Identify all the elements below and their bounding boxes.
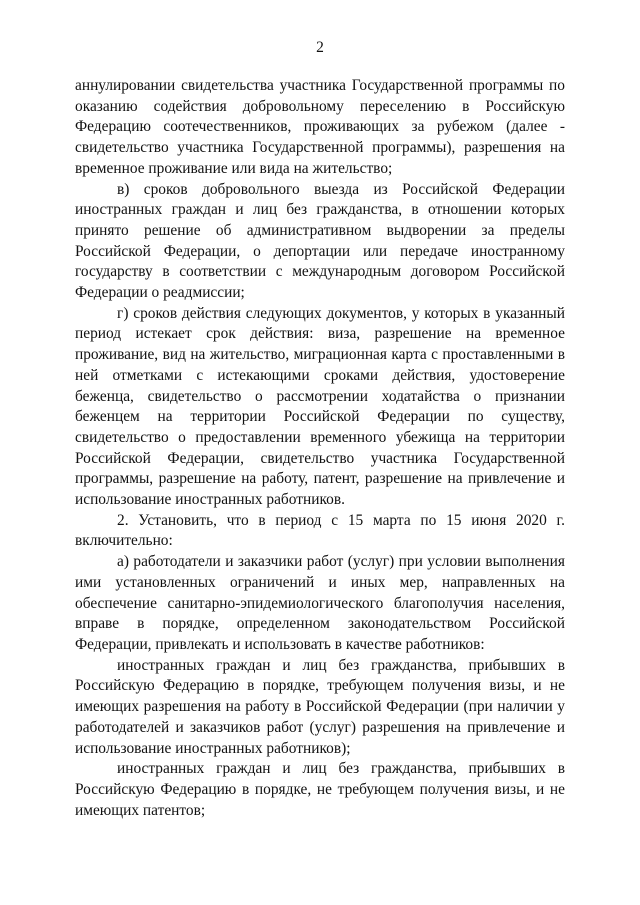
paragraph-visa-workers: иностранных граждан и лиц без гражданства, прибывших в Российскую Федерацию в порядке, требующем получения визы, и не имеющих разрешения на работу в Российской Федерации (при наличии у работодателей и заказчиков работ (услуг) разрешения на привлечение и использование иностранных работников); [75,656,565,757]
page-number: 2 [316,39,324,56]
paragraph-item-v: в) сроков добровольного выезда из Российской Федерации иностранных граждан и лиц без гражданства, в отношении которых принято решение об административном выдворении за пределы Российской Федерации, о депортации или передаче иностранному государству в соответствии с международным договором Российской Федерации о реадмиссии; [75,180,565,302]
paragraph-continuation: аннулировании свидетельства участника Государственной программы по оказанию содействия добровольному переселению в Российскую Федерацию соотечественников, проживающих за рубежом (далее - свидетельство участника Государственной программы), разрешения на временное проживание или вида на жительство; [75,77,565,177]
paragraph-clause-2: 2. Установить, что в период с 15 марта по 15 июня 2020 г. включительно: [75,511,565,550]
document-body [75,76,565,821]
paragraph-item-a: а) работодатели и заказчики работ (услуг) при условии выполнения ими установленных ограничений и иных мер, направленных на обеспечение санитарно-эпидемиологического благополучия населения, вправе в порядке, определенном законодательством Российской Федерации, привлекать и использовать в качестве работников: [75,553,565,653]
paragraph-item-g: г) сроков действия следующих документов, у которых в указанный период истекает срок действия: виза, разрешение на временное проживание, вид на жительство, миграционная карта с проставленными в ней отметками с истекающими сроками действия, удостоверение беженца, свидетельство о рассмотрении ходатайства о признании беженцем на территории Российской Федерации по существу, свидетельство о предоставлении временного убежища на территории Российской Федерации, свидетельство участника Государственной программы, разрешение на работу, патент, разрешение на привлечение и использование иностранных работников. [75,304,565,509]
paragraph-visa-free-workers: иностранных граждан и лиц без гражданства, прибывших в Российскую Федерацию в порядке, не требующем получения визы, и не имеющих патентов; [75,760,565,819]
